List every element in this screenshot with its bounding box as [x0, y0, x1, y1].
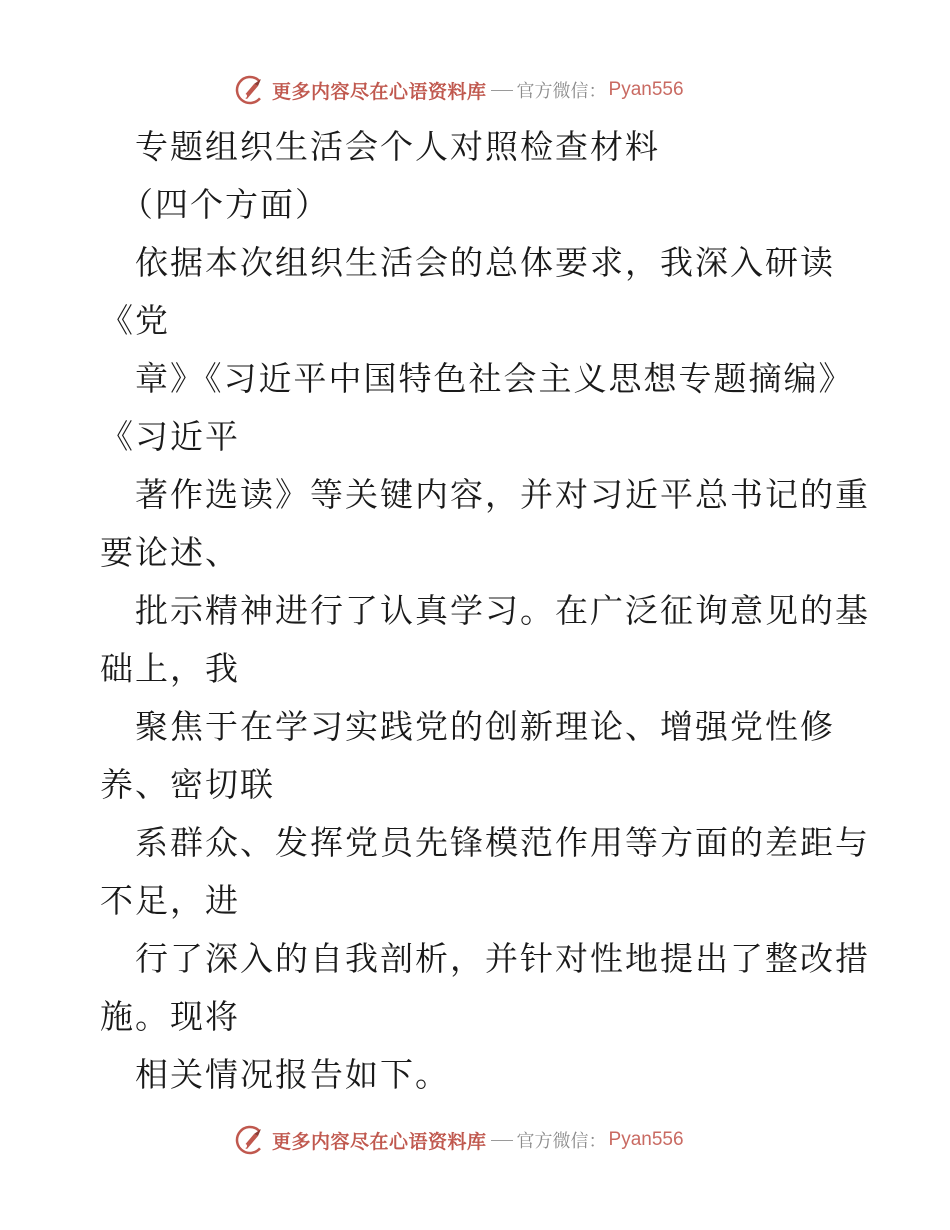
paragraph-line: 行了深入的自我剖析，并针对性地提出了整改措: [135, 939, 870, 978]
quill-logo-icon: [234, 74, 266, 106]
paragraph-line: 础上，我: [100, 649, 240, 688]
paragraph-line: 施。现将: [100, 997, 240, 1036]
paragraph-line: 批示精神进行了认真学习。在广泛征询意见的基: [135, 591, 870, 630]
wechat-id: Pyan556: [608, 79, 684, 100]
paragraph-line: 系群众、发挥党员先锋模范作用等方面的差距与: [135, 823, 870, 862]
footer-banner: [234, 1122, 684, 1158]
quill-logo-icon: [234, 1124, 266, 1156]
banner-dash: [491, 1140, 513, 1141]
paragraph-line: 养、密切联: [100, 765, 275, 804]
paragraph-line: 《习近平: [100, 417, 240, 456]
official-label: 官方微信：: [516, 81, 607, 102]
official-label: 官方微信：: [516, 1131, 607, 1152]
paragraph-line: 要论述、: [100, 533, 240, 572]
site-name: 更多内容尽在心语资料库: [272, 80, 487, 103]
wechat-id: Pyan556: [608, 1129, 684, 1150]
document-title: 专题组织生活会个人对照检查材料: [135, 127, 660, 166]
paragraph-line: 著作选读》等关键内容，并对习近平总书记的重: [135, 475, 870, 514]
paragraph-line: 《党: [100, 301, 170, 340]
paragraph-line: 章》《习近平中国特色社会主义思想专题摘编》: [135, 359, 854, 398]
paragraph-line: 相关情况报告如下。: [135, 1055, 450, 1094]
document-subtitle: （四个方面）: [120, 185, 330, 224]
paragraph-line: 不足，进: [100, 881, 240, 920]
header-banner: [234, 72, 684, 108]
paragraph-line: 依据本次组织生活会的总体要求，我深入研读: [135, 243, 835, 282]
paragraph-line: 聚焦于在学习实践党的创新理论、增强党性修: [135, 707, 835, 746]
site-name: 更多内容尽在心语资料库: [272, 1130, 487, 1153]
banner-dash: [491, 90, 513, 91]
